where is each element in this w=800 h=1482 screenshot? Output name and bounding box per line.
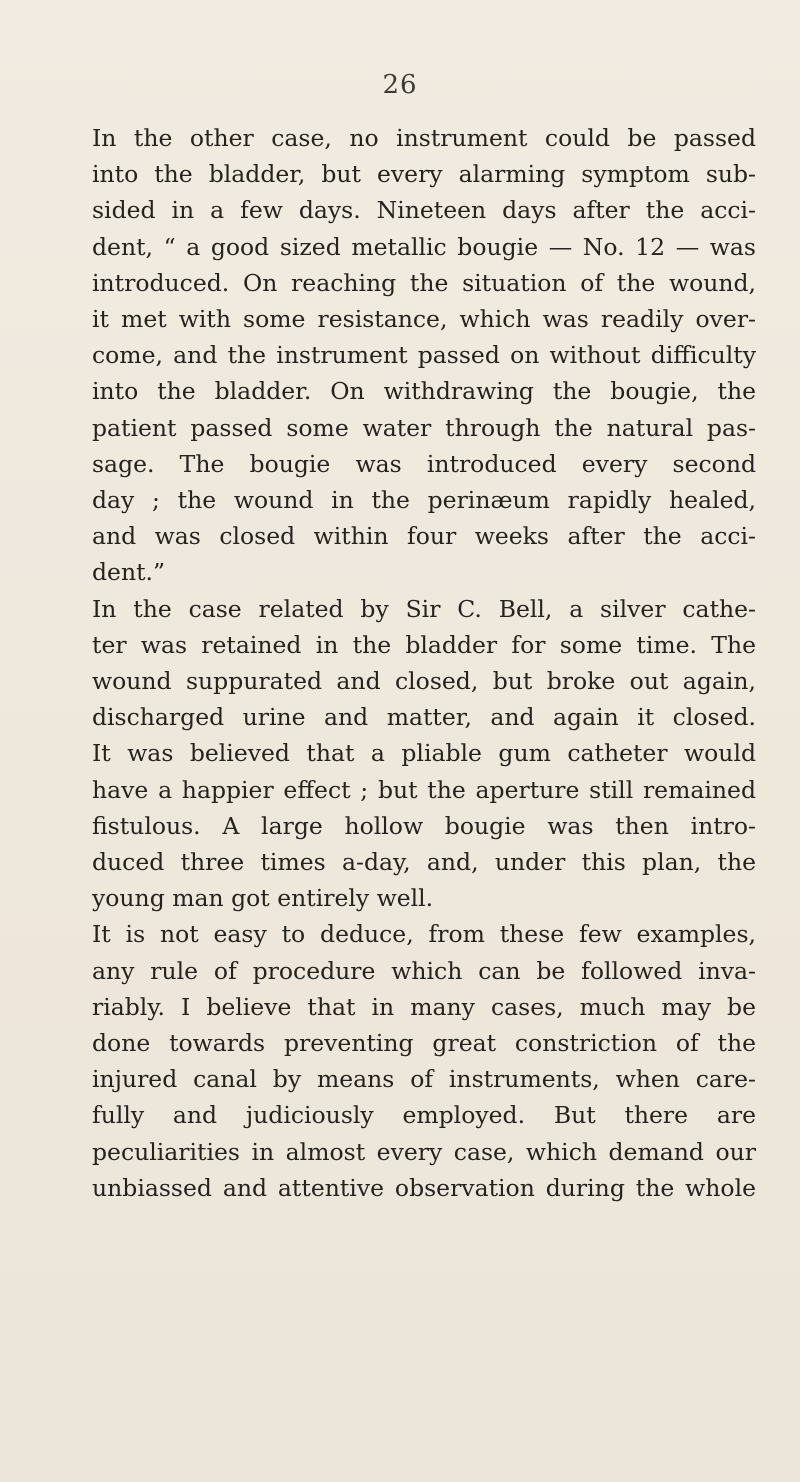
body-text: [92, 120, 756, 1206]
text-line: introduced. On reaching the situation of the wound,: [92, 268, 756, 297]
text-line: In the case related by Sir C. Bell, a silver cathe-: [92, 594, 756, 623]
text-line: In the other case, no instrument could be passed: [92, 124, 756, 152]
text-line: any rule of procedure which can be followed inva-: [92, 956, 756, 985]
text-line: peculiarities in almost every case, which demand our: [92, 1137, 756, 1166]
text-line: unbiassed and attentive observation during the whole: [92, 1173, 756, 1202]
text-line: fully and judiciously employed. But there are: [92, 1101, 756, 1130]
text-line: sided in a few days. Nineteen days after the acci-: [92, 196, 756, 225]
text-line: duced three times a-day, and, under this plan, the: [92, 848, 756, 877]
text-line: into the bladder. On withdrawing the bougie, the: [92, 377, 756, 406]
text-line: have a happier effect ; but the aperture still remained: [92, 775, 756, 804]
paragraph-2: [92, 591, 756, 917]
text-line: It is not easy to deduce, from these few examples,: [92, 920, 756, 949]
text-line: dent, “ a good sized metallic bougie — No. 12 — was: [92, 232, 756, 261]
text-line: into the bladder, but every alarming symptom sub-: [92, 160, 756, 189]
text-line: ter was retained in the bladder for some time. The: [92, 630, 756, 659]
text-line: wound suppurated and closed, but broke out again,: [92, 667, 756, 696]
text-line: come, and the instrument passed on without difficulty: [92, 341, 756, 370]
text-line: It was believed that a pliable gum catheter would: [92, 739, 756, 768]
text-line: injured canal by means of instruments, when care-: [92, 1065, 756, 1094]
text-line: discharged urine and matter, and again it closed.: [92, 703, 756, 732]
text-line: it met with some resistance, which was readily over-: [92, 305, 756, 334]
text-line: riably. I believe that in many cases, much may be: [92, 992, 756, 1021]
paragraph-1: [92, 120, 756, 591]
paragraph-3: [92, 916, 756, 1206]
page-number: 26: [382, 70, 418, 100]
text-line: young man got entirely well.: [92, 884, 434, 913]
text-line: day ; the wound in the perinæum rapidly healed,: [92, 486, 756, 515]
text-line: sage. The bougie was introduced every second: [92, 449, 756, 478]
text-line: dent.”: [92, 558, 166, 587]
text-line: done towards preventing great constriction of the: [92, 1029, 756, 1058]
text-line: and was closed within four weeks after the acci-: [92, 522, 756, 551]
text-line: fistulous. A large hollow bougie was then intro-: [92, 811, 756, 840]
text-line: patient passed some water through the natural pas-: [92, 413, 756, 442]
